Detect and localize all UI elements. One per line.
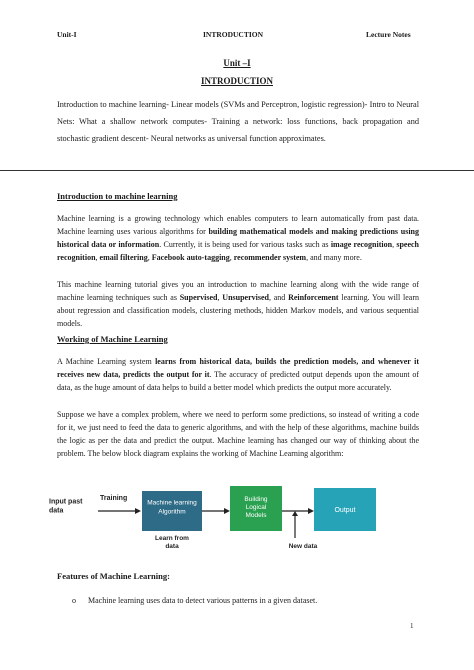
header-center: INTRODUCTION	[203, 30, 264, 39]
section-heading-working: Working of Machine Learning	[57, 334, 168, 344]
unit-title: Unit –I	[223, 58, 251, 68]
diagram-input-label: Input past data	[49, 498, 83, 515]
ml-block-diagram	[40, 478, 400, 552]
arrow-head-new-data	[292, 511, 298, 516]
intro-paragraph-2: This machine learning tutorial gives you an introduction to machine learning along with the wide range of machine learning techniques such as Supervised, Unsupervised, and Reinforcement learning. You will learn about regression and classification models, clustering methods, hidden Markov models, and various sequential models.	[57, 280, 420, 328]
ml-algorithm-label: Machine learning Algorithm	[147, 499, 197, 516]
diagram-newdata-label: New data	[288, 543, 318, 550]
logical-models-label: Building Logical Models	[244, 496, 268, 519]
section-heading-intro: Introduction to machine learning	[57, 191, 178, 201]
bullet-marker: o	[72, 596, 76, 605]
syllabus-paragraph: Introduction to machine learning- Linear models (SVMs and Perceptron, logistic regression)- Intro to Neural Nets: What a shallow network computes- Training a network: loss functions, back propagation and stochastic gradient descent- Neural networks as universal function approximates.	[57, 100, 419, 143]
intro-paragraph-1: Machine learning is a growing technology which enables computers to learn automatically from past data. Machine learning uses various algorithms for building mathematical models and making predictions using historical data or information. Currently, it is being used for various tasks such as image recognition, speech recognition, email filtering, Facebook auto-tagging, recommender system, and many more.	[57, 214, 420, 262]
divider	[0, 170, 474, 171]
arrow-head-training	[135, 508, 141, 514]
feature-bullet-1: Machine learning uses data to detect various patterns in a given dataset.	[88, 596, 318, 605]
diagram-training-label: Training	[100, 495, 128, 502]
output-label: Output	[334, 507, 356, 514]
diagram-learn-label: Learn from data	[155, 535, 189, 550]
arrow-head-output	[308, 508, 314, 514]
section-heading-features: Features of Machine Learning:	[57, 571, 170, 581]
arrow-head-logical	[224, 508, 230, 514]
working-paragraph-2: Suppose we have a complex problem, where we need to perform some predictions, so instead of writing a code for it, we just need to feed the data to generic algorithms, and with the help of these algorithms, machine builds the logic as per the data and predict the output. Machine learning has changed our way of thinking about the problem. The below block diagram explains the working of Machine Learning algorithm:	[57, 410, 419, 458]
page-number: 1	[410, 622, 414, 630]
header-right: Lecture Notes	[366, 30, 411, 39]
working-paragraph-1: A Machine Learning system learns from historical data, builds the prediction models, and whenever it receives new data, predicts the output for it. The accuracy of predicted output depends upon the amount of data, as the huge amount of data helps to build a better model which predicts the output more accurately.	[57, 357, 419, 392]
header-left: Unit-I	[57, 30, 77, 39]
intro-title: INTRODUCTION	[200, 76, 273, 86]
